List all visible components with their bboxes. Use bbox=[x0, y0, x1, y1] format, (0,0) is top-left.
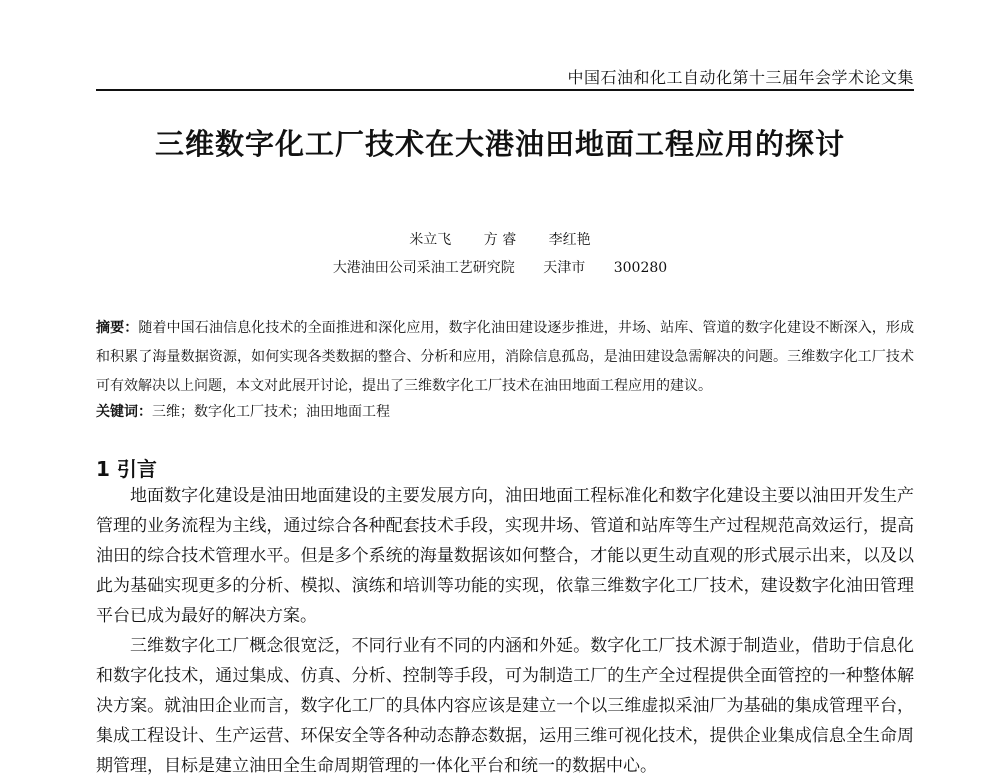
paper-title: 三维数字化工厂技术在大港油田地面工程应用的探讨 bbox=[154, 127, 845, 161]
affiliation bbox=[0, 257, 1000, 277]
affiliation-postcode: 300280 bbox=[613, 260, 668, 276]
section-heading: 1 引言 bbox=[96, 457, 157, 481]
header-rule bbox=[96, 89, 914, 91]
running-header: 中国石油和化工自动化第十三届年会学术论文集 bbox=[567, 68, 914, 87]
abstract-text: 随着中国石油信息化技术的全面推进和深化应用，数字化油田建设逐步推进，井场、站库、管道的数字化建设不断深入，形成和积累了海量数据资源，如何实现各类数据的整合、分析和应用，消除信息孤岛，是油田建设急需解决的问题。三维数字化工厂技术可有效解决以上问题，本文对此展开讨论，提出了三维数字化工厂技术在油田地面工程应用的建议。 bbox=[96, 320, 915, 394]
author-name: 米立飞 bbox=[409, 232, 452, 248]
abstract-label: 摘要： bbox=[96, 320, 139, 336]
keywords-text: 三维；数字化工厂技术；油田地面工程 bbox=[152, 404, 390, 420]
author-name: 方 睿 bbox=[483, 232, 517, 248]
affiliation-org: 大港油田公司采油工艺研究院 bbox=[332, 260, 515, 276]
affiliation-city: 天津市 bbox=[543, 260, 586, 276]
keywords-label: 关键词： bbox=[96, 404, 152, 420]
author-name: 李红艳 bbox=[548, 232, 591, 248]
keywords bbox=[96, 400, 914, 424]
author-list bbox=[0, 229, 1000, 249]
body-paragraph: 地面数字化建设是油田地面建设的主要发展方向，油田地面工程标准化和数字化建设主要以油田开发生产管理的业务流程为主线，通过综合各种配套技术手段，实现井场、管道和站库等生产过程规范高效运行，提高油田的综合技术管理水平。但是多个系统的海量数据该如何整合，才能以更生动直观的形式展示出来，以及以此为基础实现更多的分析、模拟、演练和培训等功能的实现，依靠三维数字化工厂技术，建设数字化油田管理平台已成为最好的解决方案。 bbox=[96, 486, 914, 626]
section-body bbox=[96, 481, 914, 781]
body-paragraph: 三维数字化工厂概念很宽泛，不同行业有不同的内涵和外延。数字化工厂技术源于制造业，借助于信息化和数字化技术，通过集成、仿真、分析、控制等手段，可为制造工厂的生产全过程提供全面管控的一种整体解决方案。就油田企业而言，数字化工厂的具体内容应该是建立一个以三维虚拟采油厂为基础的集成管理平台，集成工程设计、生产运营、环保安全等各种动态静态数据，运用三维可视化技术，提供企业集成信息全生命周期管理，目标是建立油田全生命周期管理的一体化平台和统一的数据中心。 bbox=[96, 636, 914, 776]
abstract bbox=[96, 314, 914, 401]
